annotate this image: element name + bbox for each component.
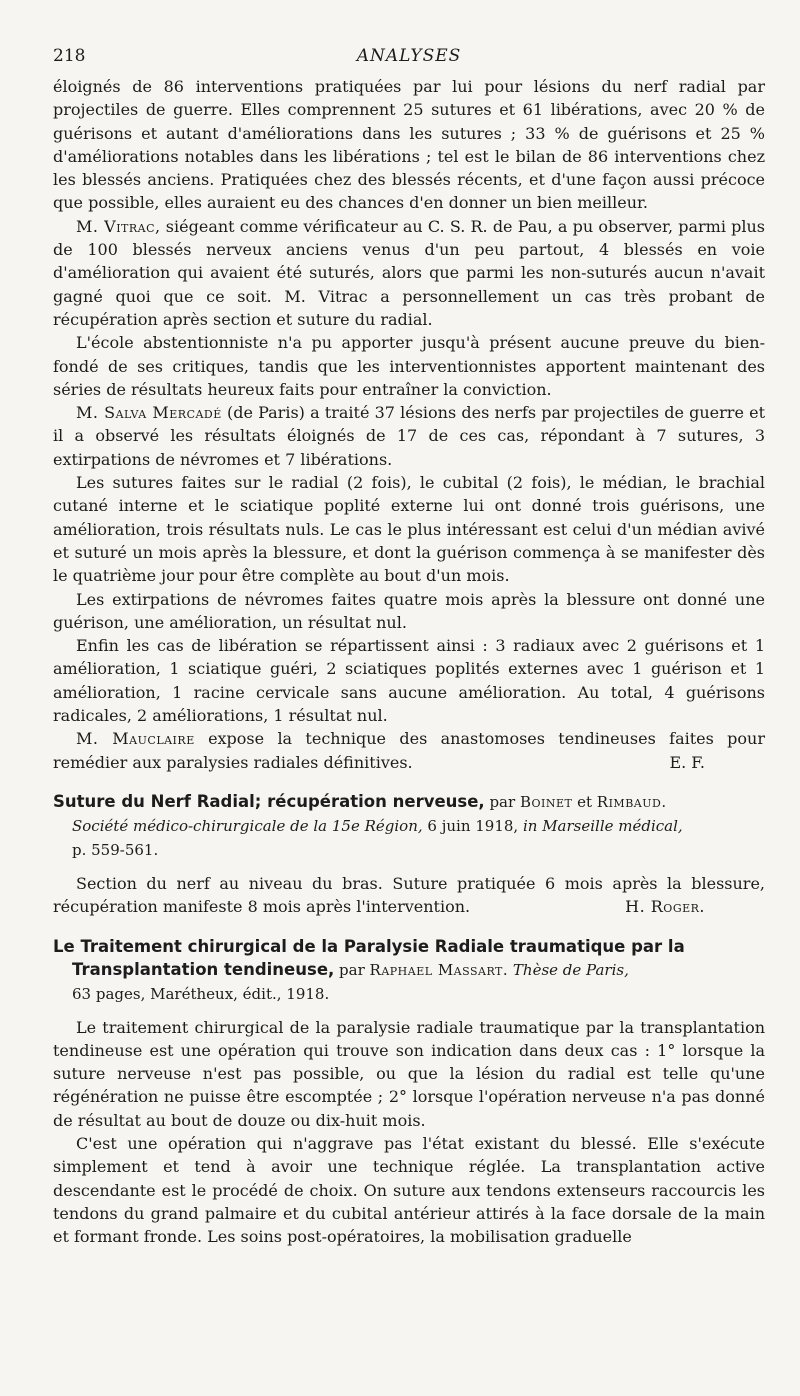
running-title: ANALYSES (356, 46, 462, 66)
author-name: M. Vitrac, (76, 216, 161, 236)
paragraph: Les sutures faites sur le radial (2 fois), le cubital (2 fois), le médian, le brachial cutané interne et le sciatique poplité externe lui ont donné trois guérisons, une amélioration, trois résultats nuls. Le cas le plus intéressant est celui d'un médian avivé et suturé un mois après la blessure, et dont la guérison commença à se manifester dès le quatrième jour pour être complète au bout d'un mois. (53, 473, 765, 586)
article-transplantation-tendineuse (53, 935, 765, 1249)
paragraph: éloignés de 86 interventions pratiquées par lui pour lésions du nerf radial par projectiles de guerre. Elles comprennent 25 sutures et 61 libérations, avec 20 % de guérisons et autant d'améliorations dans les sutures ; 33 % de guérisons et 25 % d'améliorations notables dans les libérations ; tel est le bilan de 86 interventions chez les blessés anciens. Pratiquées chez des blessés récents, et d'une façon aussi précoce que possible, elles auraient eu des chances d'en donner un bien meilleur. (53, 77, 765, 213)
signature: E. F. (669, 752, 705, 772)
article-body: C'est une opération qui n'aggrave pas l'état existant du blessé. Elle s'exécute simplement et tend à avoir une technique réglée. La transplantation active descendante est le procédé de choix. On suture aux tendons extenseurs raccourcis les tendons du grand palmaire et du cubital antérieur attirés à la face dorsale de la main et formant fronde. Les soins post-opératoires, la mobilisation graduelle (53, 1133, 765, 1247)
source: Thèse de Paris, (508, 960, 629, 979)
paragraph: M. Mauclaire expose la technique des anastomoses tendineuses faites pour remédier aux paralysies radiales définitives. E. F. (53, 727, 765, 774)
source: Société médico-chirurgicale de la 15e Région, (72, 816, 423, 835)
article-title: Suture du Nerf Radial; récupération nerveuse, (53, 791, 485, 811)
paragraph: M. Salva Mercadé (de Paris) a traité 37 lésions des nerfs par projectiles de guerre et il a observé les résultats éloignés de 17 de ces cas, répondant à 7 sutures, 3 extirpations de névromes et 7 libérations. (53, 403, 765, 469)
article-body: Section du nerf au niveau du bras. Suture pratiquée 6 mois après la blessure, récupération manifeste 8 mois après l'intervention. H. Roger. (53, 872, 765, 919)
author-name: Rimbaud. (596, 792, 667, 811)
article-heading: Le Traitement chirurgical de la Paralysie Radiale traumatique par la Transplantation tendineuse, par Raphael Massart. Thèse de Paris, 63 pages, Marétheux, édit., 1918. (53, 936, 685, 1003)
author-name: Boinet (519, 792, 573, 811)
author-name: Raphael Massart. (369, 960, 509, 979)
running-header (53, 46, 765, 66)
pages: p. 559-561. (72, 840, 159, 859)
author-name: M. Salva Mercadé (76, 403, 222, 423)
publication-info: 63 pages, Marétheux, édit., 1918. (72, 984, 330, 1003)
paragraph: L'école abstentionniste n'a pu apporter jusqu'à présent aucune preuve du bien-fondé de ses critiques, tandis que les interventionnistes apportent maintenant des séries de résultats heureux faits pour entraîner la conviction. (53, 333, 765, 399)
journal: Marseille médical, (537, 816, 683, 835)
paragraph: Enfin les cas de libération se répartissent ainsi : 3 radiaux avec 2 guérisons et 1 amélioration, 1 sciatique guéri, 2 sciatiques poplités externes avec 1 guérison et 1 amélioration, 1 racine cervicale sans aucune amélioration. Au total, 4 guérisons radicales, 2 améliorations, 1 résultat nul. (53, 636, 765, 726)
signature: H. Roger. (625, 897, 705, 917)
article-suture-nerf-radial (53, 790, 765, 919)
article-heading: Suture du Nerf Radial; récupération nerveuse, par Boinet et Rimbaud. Société médico-chirurgicale de la 15e Région, 6 juin 1918, in Marseille médical, p. 559-561. (53, 791, 683, 859)
article-body: Le traitement chirurgical de la paralysie radiale traumatique par la transplantation tendineuse est une opération qui trouve son indication dans deux cas : 1° lorsque la suture nerveuse n'est pas possible, ou que la lésion du radial est telle qu'une régénération ne puisse être escomptée ; 2° lorsque l'opération nerveuse n'a pas donné de résultat au bout de douze ou dix-huit mois. (53, 1017, 765, 1130)
article-title: Le Traitement chirurgical de la Paralysie Radiale traumatique par la Transplantation tendineuse, (53, 936, 685, 979)
paragraph: Les extirpations de névromes faites quatre mois après la blessure ont donné une guérison, une amélioration, un résultat nul. (53, 589, 765, 632)
paragraph: M. Vitrac, siégeant comme vérificateur au C. S. R. de Pau, a pu observer, parmi plus de 100 blessés nerveux anciens venus d'un peu partout, 4 blessés en voie d'amélioration qui avaient été suturés, alors que parmi les non-suturés aucun n'avait gagné quoi que ce soit. M. Vitrac a personnellement un cas très probant de récupération après section et suture du radial. (53, 216, 765, 329)
author-name: M. Mauclaire (76, 729, 195, 749)
page-number: 218 (53, 46, 86, 66)
page (53, 46, 765, 1248)
